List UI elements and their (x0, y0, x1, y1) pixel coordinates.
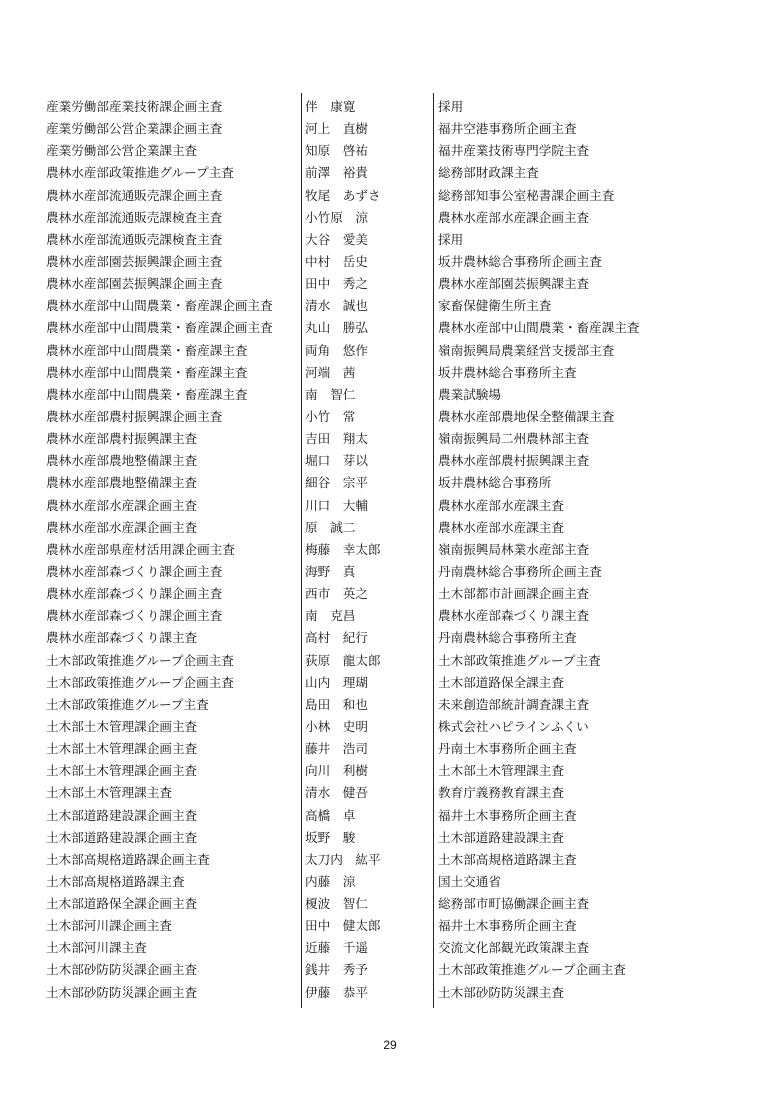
new-post-text: 土木部高規格道路課企画主査 (46, 851, 210, 867)
new-post-text: 産業労働部産業技術課企画主査 (46, 99, 223, 114)
list-item (0, 229, 780, 251)
list-item (0, 627, 780, 649)
list-item (0, 827, 780, 849)
list-item (0, 805, 780, 827)
person-name: 太刀内 紘平 (305, 851, 381, 867)
person-name: 堀口 芽以 (305, 453, 368, 469)
previous-post-text: 土木部道路建設課主査 (438, 829, 564, 845)
list-item (0, 185, 780, 207)
person-name: 清水 健吾 (305, 785, 368, 801)
list-item (0, 140, 780, 162)
new-post-text: 土木部政策推進グループ主査 (46, 696, 209, 712)
new-post-text: 農林水産部流通販売課検査主査 (46, 209, 223, 225)
person-name: 山内 理瑚 (305, 674, 368, 690)
previous-post-text: 農業試験場 (438, 386, 501, 402)
previous-post-text: 福井産業技術専門学院主査 (438, 143, 590, 159)
previous-post-text: 株式会社ハピラインふくい (438, 718, 589, 734)
new-post-text: 土木部土木管理課企画主査 (46, 741, 198, 757)
person-name: 銭井 秀予 (305, 962, 368, 978)
list-item (0, 384, 780, 406)
new-post-text: 農林水産部農村振興課主査 (46, 431, 198, 447)
previous-post-text: 丹南農林総合事務所主査 (438, 630, 577, 646)
person-name: 田中 健太郎 (305, 918, 381, 934)
person-name: 大谷 愛美 (305, 231, 368, 247)
person-name: 榎波 智仁 (305, 896, 368, 912)
list-item (0, 539, 780, 561)
previous-post-text: 農林水産部園芸振興課主査 (438, 276, 590, 292)
new-post-text: 土木部政策推進グループ企画主査 (46, 674, 234, 690)
list-item (0, 937, 780, 959)
new-post-text: 農林水産部流通販売課企画主査 (46, 187, 223, 203)
person-name: 小林 史明 (305, 718, 368, 734)
person-name: 高村 紀行 (305, 630, 368, 646)
previous-post-text: 交流文化部観光政策課主査 (438, 940, 590, 956)
list-item (0, 561, 780, 583)
previous-post-text: 丹南土木事務所企画主査 (438, 741, 577, 757)
person-name: 小竹原 涼 (305, 209, 368, 225)
person-name: 丸山 勝弘 (305, 320, 368, 336)
list-item (0, 672, 780, 694)
new-post-text: 土木部土木管理課企画主査 (46, 763, 198, 779)
new-post-text: 土木部高規格道路課主査 (46, 873, 185, 889)
previous-post-text: 土木部道路保全課主査 (438, 674, 564, 690)
list-item (0, 406, 780, 428)
previous-post-text: 土木部政策推進グループ主査 (438, 652, 601, 668)
previous-post-text: 嶺南振興局農業経営支援部主査 (438, 342, 615, 358)
new-post-text: 土木部道路保全課企画主査 (46, 896, 198, 912)
new-post-text: 農林水産部中山間農業・畜産課主査 (46, 364, 248, 380)
new-post-text: 土木部政策推進グループ企画主査 (46, 652, 234, 668)
new-post-text: 農林水産部園芸振興課企画主査 (46, 276, 223, 292)
person-name: 小竹 常 (305, 408, 356, 424)
person-name: 向川 利樹 (305, 763, 368, 779)
person-name: 伴 康寛 (305, 99, 356, 114)
page-number: 29 (383, 1038, 397, 1052)
new-post-text: 農林水産部県産材活用課企画主査 (46, 541, 235, 557)
list-item (0, 495, 780, 517)
new-post-text: 農林水産部森づくり課企画主査 (46, 608, 223, 624)
previous-post-text: 土木部政策推進グループ企画主査 (438, 962, 626, 978)
list-item (0, 295, 780, 317)
previous-post-text: 採用 (438, 231, 464, 247)
person-name: 荻原 龍太郎 (305, 652, 381, 668)
list-item (0, 207, 780, 229)
previous-post-text: 福井空港事務所企画主査 (438, 121, 577, 137)
person-name: 坂野 駿 (305, 829, 356, 845)
person-name: 南 智仁 (305, 386, 356, 402)
new-post-text: 土木部砂防防災課企画主査 (46, 984, 198, 1000)
previous-post-text: 総務部知事公室秘書課企画主査 (438, 187, 615, 203)
person-name: 田中 秀之 (305, 276, 368, 292)
previous-post-text: 土木部都市計画課企画主査 (438, 586, 590, 602)
new-post-text: 農林水産部流通販売課検査主査 (46, 231, 223, 247)
person-name: 伊藤 恭平 (305, 984, 368, 1000)
new-post-text: 土木部道路建設課企画主査 (46, 807, 198, 823)
new-post-text: 土木部土木管理課主査 (46, 785, 172, 801)
list-item (0, 982, 780, 1004)
list-item (0, 915, 780, 937)
previous-post-text: 福井土木事務所企画主査 (438, 918, 577, 934)
previous-post-text: 丹南農林総合事務所企画主査 (438, 563, 602, 579)
person-name: 牧尾 あずさ (305, 187, 381, 203)
person-name: 原 誠二 (305, 519, 356, 535)
person-name: 南 克昌 (305, 608, 356, 624)
person-name: 知原 啓祐 (305, 143, 368, 159)
person-name: 細谷 宗平 (305, 475, 368, 491)
previous-post-text: 土木部砂防防災課主査 (438, 984, 564, 1000)
new-post-text: 農林水産部農地整備課主査 (46, 453, 198, 469)
list-item (0, 96, 780, 118)
person-name: 河上 直樹 (305, 121, 368, 137)
list-item (0, 517, 780, 539)
new-post-text: 農林水産部園芸振興課企画主査 (46, 253, 223, 269)
previous-post-text: 農林水産部中山間農業・畜産課主査 (438, 320, 640, 336)
previous-post-text: 土木部高規格道路課主査 (438, 851, 577, 867)
list-item (0, 340, 780, 362)
previous-post-text: 土木部土木管理課主査 (438, 763, 564, 779)
previous-post-text: 坂井農林総合事務所 (438, 475, 552, 491)
person-name: 吉田 翔太 (305, 431, 368, 447)
new-post-text: 農林水産部中山間農業・畜産課主査 (46, 342, 248, 358)
previous-post-text: 坂井農林総合事務所企画主査 (438, 253, 602, 269)
list-item (0, 605, 780, 627)
person-name: 川口 大輔 (305, 497, 368, 513)
list-item (0, 716, 780, 738)
previous-post-text: 農林水産部水産課主査 (438, 519, 564, 535)
list-item (0, 162, 780, 184)
person-name: 島田 和也 (305, 696, 368, 712)
person-name: 高橋 卓 (305, 807, 356, 823)
list-item (0, 849, 780, 871)
person-name: 中村 岳史 (305, 253, 368, 269)
new-post-text: 土木部道路建設課企画主査 (46, 829, 198, 845)
previous-post-text: 嶺南振興局二州農林部主査 (438, 431, 590, 447)
list-item (0, 362, 780, 384)
list-item (0, 738, 780, 760)
list-item (0, 650, 780, 672)
list-item (0, 428, 780, 450)
new-post-text: 農林水産部中山間農業・畜産課企画主査 (46, 320, 273, 336)
previous-post-text: 嶺南振興局林業水産部主査 (438, 541, 590, 557)
previous-post-text: 国土交通省 (438, 873, 501, 889)
new-post-text: 農林水産部中山間農業・畜産課企画主査 (46, 298, 273, 314)
new-post-text: 産業労働部公営企業課主査 (46, 143, 198, 159)
person-name: 西市 英之 (305, 586, 368, 602)
previous-post-text: 農林水産部水産課主査 (438, 497, 564, 513)
previous-post-text: 農林水産部水産課企画主査 (438, 209, 590, 225)
previous-post-text: 農林水産部森づくり課主査 (438, 608, 590, 624)
list-item (0, 760, 780, 782)
list-item (0, 273, 780, 295)
list-item (0, 871, 780, 893)
list-item (0, 317, 780, 339)
list-item (0, 450, 780, 472)
previous-post-text: 農林水産部農村振興課主査 (438, 453, 590, 469)
previous-post-text: 坂井農林総合事務所主査 (438, 364, 577, 380)
list-item (0, 694, 780, 716)
list-item (0, 118, 780, 140)
personnel-list (0, 96, 780, 1004)
previous-post-text: 福井土木事務所企画主査 (438, 807, 577, 823)
new-post-text: 農林水産部森づくり課企画主査 (46, 586, 223, 602)
new-post-text: 農林水産部農地整備課主査 (46, 475, 198, 491)
list-item (0, 782, 780, 804)
list-item (0, 893, 780, 915)
list-item (0, 959, 780, 981)
new-post-text: 農林水産部農村振興課企画主査 (46, 408, 223, 424)
list-item (0, 472, 780, 494)
person-name: 内藤 涼 (305, 873, 356, 889)
person-name: 近藤 千遥 (305, 940, 368, 956)
previous-post-text: 総務部財政課主査 (438, 165, 539, 181)
previous-post-text: 農林水産部農地保全整備課主査 (438, 408, 615, 424)
previous-post-text: 家畜保健衛生所主査 (438, 298, 552, 314)
new-post-text: 農林水産部水産課企画主査 (46, 519, 198, 535)
new-post-text: 土木部砂防防災課企画主査 (46, 962, 198, 978)
new-post-text: 産業労働部公営企業課企画主査 (46, 121, 223, 137)
person-name: 両角 悠作 (305, 342, 368, 358)
new-post-text: 土木部土木管理課企画主査 (46, 718, 198, 734)
new-post-text: 農林水産部政策推進グループ主査 (46, 165, 234, 181)
previous-post-text: 採用 (438, 99, 464, 114)
new-post-text: 土木部河川課企画主査 (46, 918, 172, 934)
previous-post-text: 総務部市町協働課企画主査 (438, 896, 590, 912)
list-item (0, 251, 780, 273)
list-item (0, 583, 780, 605)
new-post-text: 農林水産部中山間農業・畜産課主査 (46, 386, 248, 402)
person-name: 前澤 裕貴 (305, 165, 368, 181)
new-post-text: 農林水産部水産課企画主査 (46, 497, 198, 513)
previous-post-text: 教育庁義務教育課主査 (438, 785, 564, 801)
person-name: 藤井 浩司 (305, 741, 368, 757)
previous-post-text: 未来創造部統計調査課主査 (438, 696, 590, 712)
person-name: 河端 茜 (305, 364, 356, 380)
person-name: 清水 誠也 (305, 298, 368, 314)
new-post-text: 農林水産部森づくり課企画主査 (46, 563, 223, 579)
person-name: 梅藤 幸太郎 (305, 541, 381, 557)
new-post-text: 農林水産部森づくり課主査 (46, 630, 198, 646)
new-post-text: 土木部河川課主査 (46, 940, 147, 956)
person-name: 海野 真 (305, 563, 356, 579)
